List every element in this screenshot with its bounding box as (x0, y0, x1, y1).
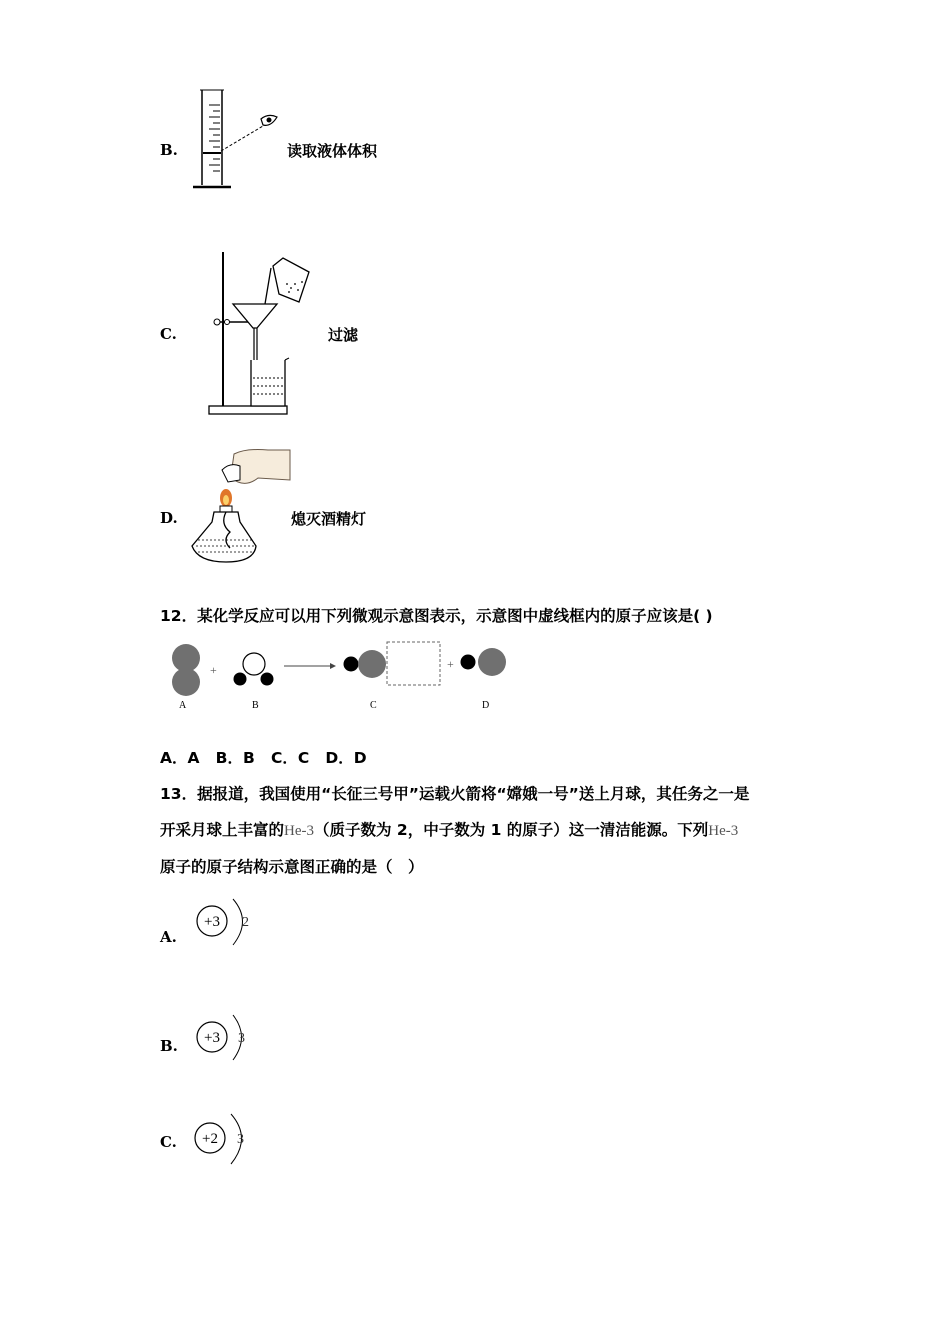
diagram-label-b: B (252, 700, 259, 711)
he3-inline-1: He-3 (284, 823, 315, 839)
atom-structure-c (190, 1112, 260, 1172)
atom-structure-a (190, 895, 260, 955)
diagram-label-a: A (179, 700, 187, 711)
nucleus-charge-b: +3 (204, 1030, 220, 1046)
nucleus-charge-a: +3 (204, 914, 220, 930)
q13-option-a-letter: A. (160, 928, 177, 946)
option-c-caption: 过滤 (328, 326, 359, 344)
graduated-cylinder-figure (185, 85, 285, 195)
molecule-c-large (358, 650, 386, 678)
atom-structure-b (190, 1010, 260, 1070)
alcohol-lamp-figure (188, 444, 298, 569)
molecule-c-small (344, 657, 359, 672)
option-d-caption: 熄灭酒精灯 (291, 510, 367, 528)
shell-electrons-c: 3 (237, 1132, 244, 1147)
molecule-b-right (261, 673, 274, 686)
diagram-label-c: C (370, 700, 377, 711)
question-12-answers: A．A B．B C．C D．D (160, 749, 367, 767)
molecule-d-small (461, 655, 476, 670)
molecule-a-atom-top (172, 644, 200, 672)
molecule-a-atom-bottom (172, 668, 200, 696)
q13-option-b-letter: B. (160, 1037, 178, 1055)
molecule-b-center (243, 653, 265, 675)
question-13-line-2 (160, 818, 738, 840)
question-12-stem: 12．某化学反应可以用下列微观示意图表示，示意图中虚线框内的原子应该是( ) (160, 607, 713, 625)
nucleus-charge-c: +2 (202, 1131, 218, 1147)
dashed-box (387, 642, 440, 685)
plus-sign-1: + (210, 663, 217, 677)
q13-option-c-letter: C. (160, 1133, 177, 1151)
option-b-caption: 读取液体体积 (287, 142, 378, 160)
shell-electrons-b: 3 (238, 1031, 245, 1046)
diagram-label-d: D (482, 700, 490, 711)
option-b-letter: B. (160, 141, 178, 159)
option-c-letter: C. (160, 325, 177, 343)
question-13-line-1: 13．据报道，我国使用“长征三号甲”运载火箭将“嫦娥一号”送上月球，其任务之一是 (160, 785, 750, 803)
question-13-line-3: 原子的原子结构示意图正确的是（ ） (160, 858, 424, 876)
option-d-letter: D. (160, 509, 178, 527)
molecule-b-left (234, 673, 247, 686)
line-2-text-b: （质子数为 2，中子数为 1 的原子）这一清洁能源。下列 (314, 821, 709, 839)
plus-sign-2: + (447, 657, 454, 671)
line-2-text-a: 开采月球上丰富的 (160, 821, 285, 839)
shell-electrons-a: 2 (242, 915, 249, 930)
molecule-d-large (478, 648, 506, 676)
reaction-micro-diagram (160, 640, 520, 715)
filtration-figure (205, 248, 325, 423)
he3-inline-2: He-3 (708, 823, 739, 839)
